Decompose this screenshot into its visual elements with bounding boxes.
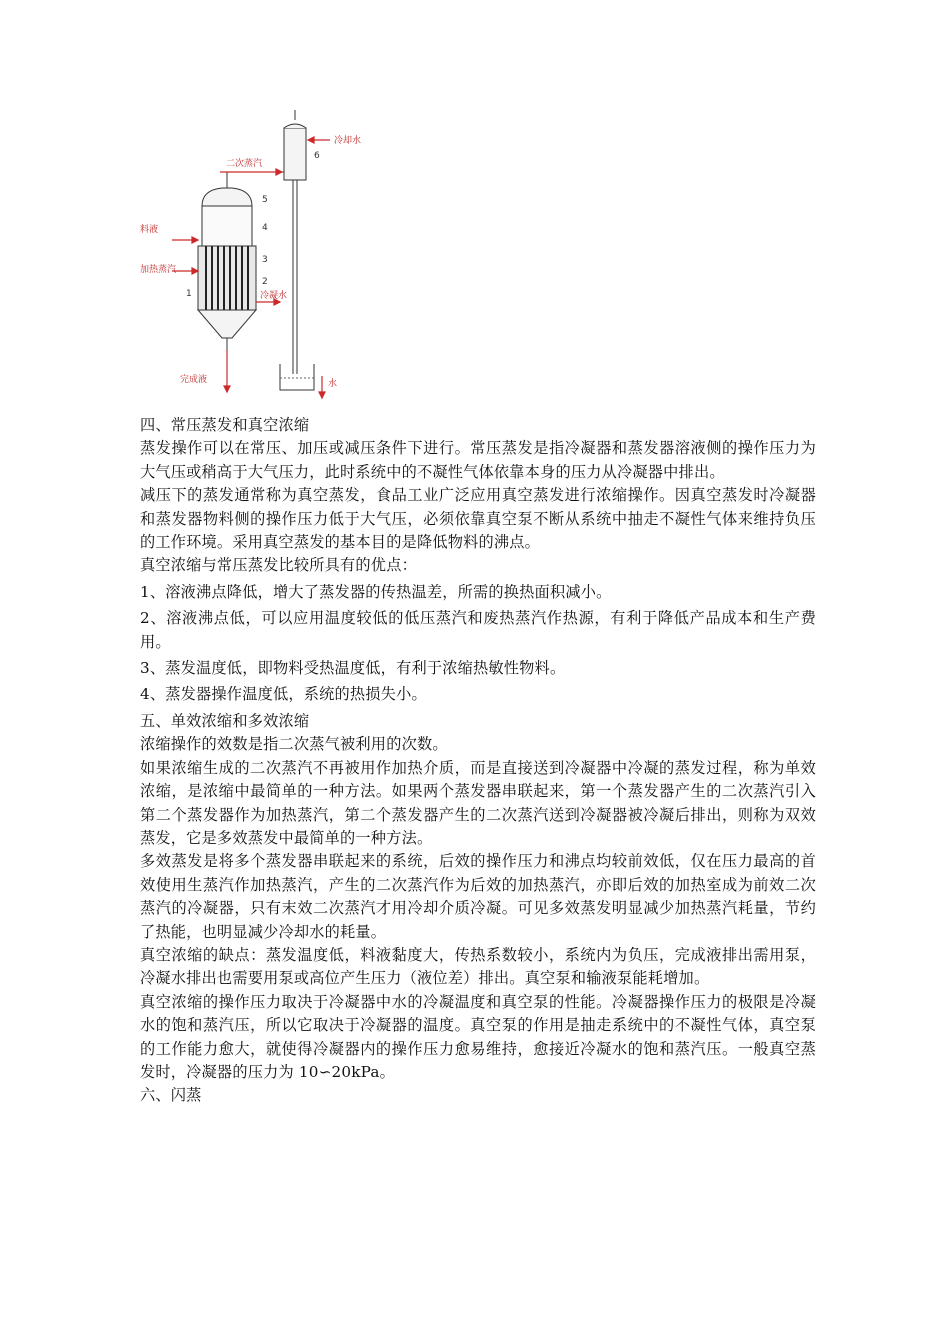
list-item: 4、蒸发器操作温度低，系统的热损失小。	[140, 685, 427, 704]
label-cooling-water-top: 冷却水	[334, 136, 362, 146]
section-heading-6: 六、闪蒸	[140, 1086, 202, 1105]
label-heating-steam: 加热蒸汽	[140, 265, 177, 275]
label-n1: 1	[186, 289, 192, 299]
paragraph: 如果浓缩生成的二次蒸汽不再被用作加热介质，而是直接送到冷凝器中冷凝的蒸发过程，称为单效浓缩，是浓缩中最简单的一种方法。如果两个蒸发器串联起来，第一个蒸发器产生的二次蒸汽引入第二个蒸发器作为加热蒸汽，第二个蒸发器产生的二次蒸汽送到冷凝器被冷凝后排出，则称为双效蒸发，它是多效蒸发中最简单的一种方法。	[140, 758, 816, 847]
bottom-cone	[198, 310, 256, 338]
separator-shell	[202, 206, 252, 246]
list-item: 3、蒸发温度低，即物料受热温度低，有利于浓缩热敏性物料。	[140, 659, 566, 678]
paragraph: 浓缩操作的效数是指二次蒸气被利用的次数。	[140, 735, 448, 754]
label-n3: 3	[262, 255, 268, 265]
paragraph: 真空浓缩的操作压力取决于冷凝器中水的冷凝温度和真空泵的性能。冷凝器操作压力的极限是冷凝水的饱和蒸汽压，所以它取决于冷凝器的温度。真空泵的作用是抽走系统中的不凝性气体，真空泵的工作能力愈大，就使得冷凝器内的操作压力愈易维持，愈接近冷凝水的饱和蒸汽压。一般真空蒸发时，冷凝器的压力为 10∽20kPa。	[140, 992, 816, 1081]
label-condensate: 冷凝水	[260, 291, 288, 301]
label-water: 水	[328, 379, 338, 389]
section-heading-4: 四、常压蒸发和真空浓缩	[140, 416, 310, 434]
list-item: 2、溶液沸点低，可以应用温度较低的低压蒸汽和废热蒸汽作热源，有利于降低产品成本和生产费用。	[140, 609, 816, 651]
label-n2: 2	[262, 277, 268, 287]
paragraph: 减压下的蒸发通常称为真空蒸发，食品工业广泛应用真空蒸发进行浓缩操作。因真空蒸发时冷凝器和蒸发器物料侧的操作压力低于大气压，必须依靠真空泵不断从系统中抽走不凝性气体来维持负压的工作环境。采用真空蒸发的基本目的是降低物料的沸点。	[140, 486, 816, 552]
label-n4: 4	[262, 223, 268, 233]
list-item: 1、溶液沸点降低，增大了蒸发器的传热温差，所需的换热面积减小。	[140, 582, 612, 601]
section-heading-5: 五、单效浓缩和多效浓缩	[140, 711, 310, 730]
label-n5: 5	[262, 195, 268, 205]
paragraph: 真空浓缩的缺点：蒸发温度低，料液黏度大，传热系数较小，系统内为负压，完成液排出需用泵，冷凝水排出也需要用泵或高位产生压力（液位差）排出。真空泵和输液泵能耗增加。	[140, 945, 816, 988]
paragraph: 多效蒸发是将多个蒸发器串联起来的系统，后效的操作压力和沸点均较前效低，仅在压力最高的首效使用生蒸汽作加热蒸汽，产生的二次蒸汽作为后效的加热蒸汽，亦即后效的加热室成为前效二次蒸汽的冷凝器，只有末效二次蒸汽才用冷却介质冷凝。可见多效蒸发明显减少加热蒸汽耗量，节约了热能，也明显减少冷却水的耗量。	[140, 852, 816, 941]
evaporator-diagram	[132, 106, 377, 406]
label-n6: 6	[314, 151, 320, 161]
label-feed: 料液	[140, 225, 159, 235]
paragraph: 蒸发操作可以在常压、加压或减压条件下进行。常压蒸发是指冷凝器和蒸发器溶液侧的操作压力为大气压或稍高于大气压力，此时系统中的不凝性气体依靠本身的压力从冷凝器中排出。	[140, 439, 816, 481]
evaporator-dome	[202, 188, 252, 206]
label-finished-liquid: 完成液	[180, 375, 208, 385]
label-secondary-steam: 二次蒸汽	[226, 159, 263, 169]
paragraph: 真空浓缩与常压蒸发比较所具有的优点：	[140, 556, 417, 575]
document-body	[140, 414, 816, 1108]
condenser-shell	[284, 128, 306, 180]
